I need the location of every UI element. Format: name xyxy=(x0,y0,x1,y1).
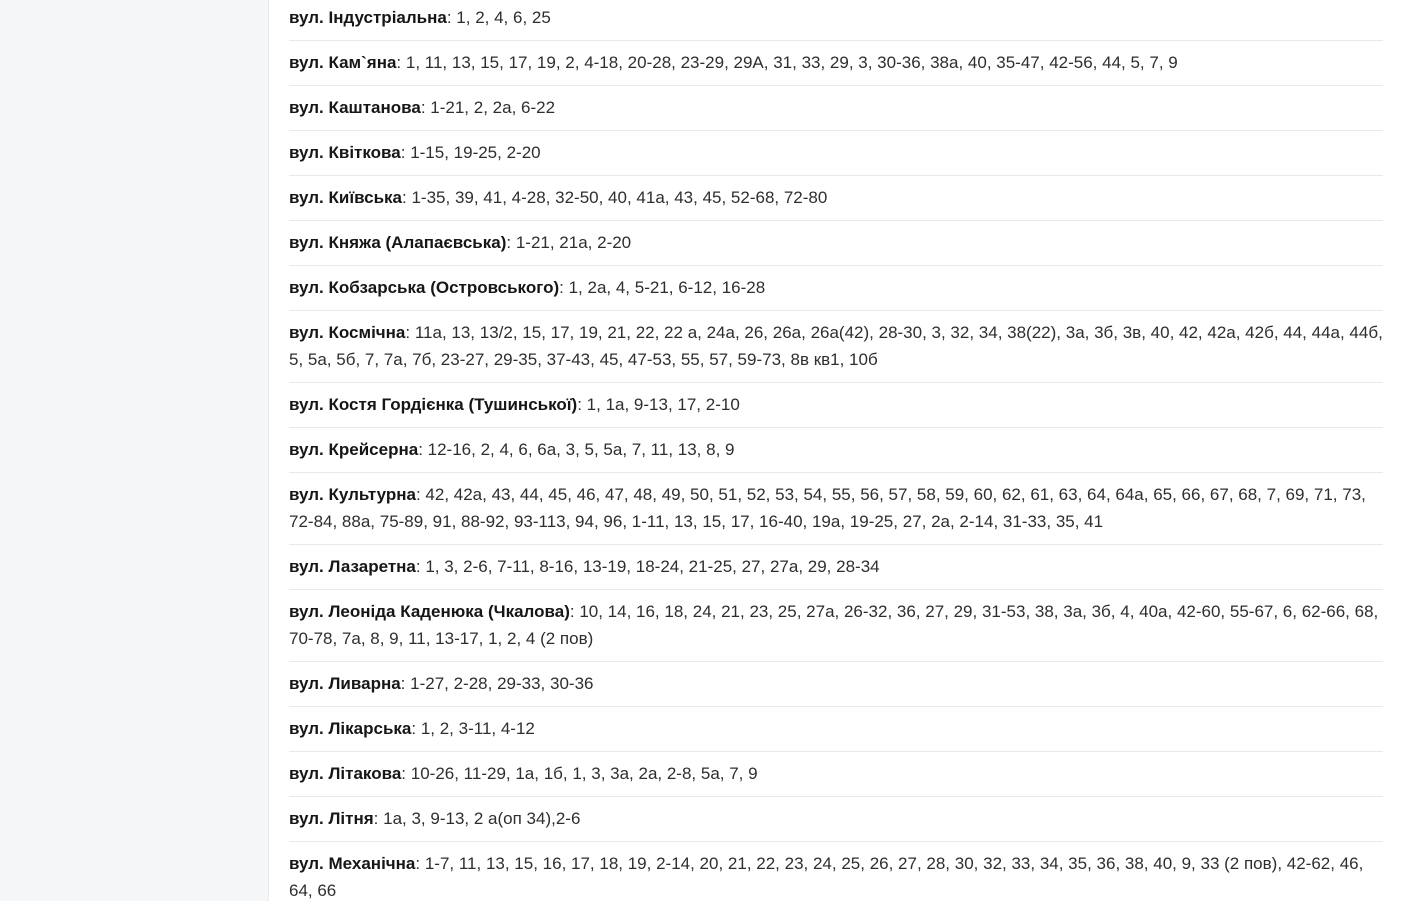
street-name: вул. Княжа (Алапаєвська) xyxy=(289,233,507,252)
street-name-separator: : xyxy=(373,809,384,828)
street-numbers: 1-21, 21а, 2-20 xyxy=(515,233,632,252)
street-row xyxy=(289,752,1383,797)
street-numbers: 1-21, 2, 2а, 6-22 xyxy=(430,98,556,117)
street-numbers: 1, 11, 13, 15, 17, 19, 2, 4-18, 20-28, 23-29, 29А, 31, 33, 29, 3, 30-36, 38а, 40, 35-47, 42-56, 44, 5, 7, 9 xyxy=(405,53,1178,72)
street-row xyxy=(289,131,1383,176)
street-numbers: 12-16, 2, 4, 6, 6а, 3, 5, 5а, 7, 11, 13, 8, 9 xyxy=(427,440,735,459)
street-name: вул. Космічна xyxy=(289,323,406,342)
street-numbers: 1, 1а, 9-13, 17, 2-10 xyxy=(586,395,740,414)
street-name: вул. Лазаретна xyxy=(289,557,416,576)
street-numbers: 1а, 3, 9-13, 2 а(оп 34),2-6 xyxy=(383,809,581,828)
street-name: вул. Ливарна xyxy=(289,674,401,693)
street-numbers: 1, 2а, 4, 5-21, 6-12, 16-28 xyxy=(568,278,766,297)
street-name-separator: : xyxy=(396,53,406,72)
street-name-separator: : xyxy=(402,188,412,207)
street-row xyxy=(289,86,1383,131)
street-name-separator: : xyxy=(446,8,457,27)
street-row xyxy=(289,266,1383,311)
street-name: вул. Каштанова xyxy=(289,98,421,117)
street-name-separator: : xyxy=(401,764,411,783)
street-name: вул. Кобзарська (Островського) xyxy=(289,278,560,297)
street-list xyxy=(289,0,1383,901)
street-name: вул. Лікарська xyxy=(289,719,412,738)
street-name: вул. Культурна xyxy=(289,485,416,504)
street-name-separator: : xyxy=(411,719,421,738)
street-row xyxy=(289,176,1383,221)
street-row xyxy=(289,221,1383,266)
street-numbers: 1-35, 39, 41, 4-28, 32-50, 40, 41а, 43, 45, 52-68, 72-80 xyxy=(411,188,828,207)
street-name: вул. Костя Гордієнка (Тушинської) xyxy=(289,395,578,414)
street-row xyxy=(289,707,1383,752)
street-row xyxy=(289,41,1383,86)
street-name-separator: : xyxy=(418,440,428,459)
street-row xyxy=(289,797,1383,842)
street-name-separator: : xyxy=(400,674,411,693)
street-row xyxy=(289,842,1383,901)
street-numbers: 10-26, 11-29, 1а, 1б, 1, 3, 3а, 2а, 2-8, 5а, 7, 9 xyxy=(410,764,758,783)
street-numbers: 11а, 13, 13/2, 15, 17, 19, 21, 22, 22 а, 24а, 26, 26а, 26а(42), 28-30, 3, 32, 34, 38(22), 3а, 3б, 3в, 40, 42, 42а, 42б, 44, 44а, 44б, 5, 5а, 5б, 7, 7а, 7б, 23-27, 29-35, 37-43, 45, 47-53, 55, 57, 59-73, 8в кв1, 10б xyxy=(289,323,1383,369)
street-name-separator: : xyxy=(415,485,426,504)
street-name-separator: : xyxy=(506,233,516,252)
street-row xyxy=(289,383,1383,428)
street-name: вул. Літакова xyxy=(289,764,402,783)
street-name-separator: : xyxy=(415,557,426,576)
street-name: вул. Індустріальна xyxy=(289,8,447,27)
street-row xyxy=(289,428,1383,473)
street-numbers: 1, 3, 2-6, 7-11, 8-16, 13-19, 18-24, 21-25, 27, 27а, 29, 28-34 xyxy=(425,557,880,576)
street-row xyxy=(289,311,1383,383)
street-row xyxy=(289,590,1383,662)
street-name-separator: : xyxy=(577,395,587,414)
street-row xyxy=(289,662,1383,707)
street-numbers: 1-27, 2-28, 29-33, 30-36 xyxy=(410,674,594,693)
street-name: вул. Крейсерна xyxy=(289,440,419,459)
left-sidebar-panel xyxy=(0,0,269,901)
street-name-separator: : xyxy=(420,98,431,117)
main-content xyxy=(269,0,1401,901)
street-numbers: 1-15, 19-25, 2-20 xyxy=(410,143,541,162)
street-numbers: 1, 2, 4, 6, 25 xyxy=(456,8,551,27)
street-row xyxy=(289,473,1383,545)
street-numbers: 1-7, 11, 13, 15, 16, 17, 18, 19, 2-14, 20, 21, 22, 23, 24, 25, 26, 27, 28, 30, 32, 33, 34, 35, 36, 38, 40, 9, 33 (2 пов), 42-62, 46, 64, 66 xyxy=(289,854,1364,900)
street-name: вул. Квіткова xyxy=(289,143,401,162)
street-name: вул. Київська xyxy=(289,188,403,207)
street-name: вул. Літня xyxy=(289,809,374,828)
street-row xyxy=(289,545,1383,590)
street-row xyxy=(289,0,1383,41)
street-numbers: 42, 42а, 43, 44, 45, 46, 47, 48, 49, 50, 51, 52, 53, 54, 55, 56, 57, 58, 59, 60, 62, 61, 63, 64, 64а, 65, 66, 67, 68, 7, 69, 71, 73, 72-84, 88а, 75-89, 91, 88-92, 93-113, 94, 96, 1-11, 13, 15, 17, 16-40, 19а, 19-25, 27, 2а, 2-14, 31-33, 35, 41 xyxy=(289,485,1366,531)
street-numbers: 1, 2, 3-11, 4-12 xyxy=(420,719,535,738)
street-name: вул. Кам`яна xyxy=(289,53,397,72)
street-name: вул. Леоніда Каденюка (Чкалова) xyxy=(289,602,570,621)
street-name-separator: : xyxy=(415,854,425,873)
street-numbers: 10, 14, 16, 18, 24, 21, 23, 25, 27а, 26-32, 36, 27, 29, 31-53, 38, 3а, 3б, 4, 40а, 42-60, 55-67, 6, 62-66, 68, 70-78, 7а, 8, 9, 11, 13-17, 1, 2, 4 (2 пов) xyxy=(289,602,1379,648)
street-name-separator: : xyxy=(559,278,569,297)
street-name-separator: : xyxy=(400,143,411,162)
street-name: вул. Механічна xyxy=(289,854,416,873)
street-name-separator: : xyxy=(405,323,415,342)
street-name-separator: : xyxy=(569,602,580,621)
